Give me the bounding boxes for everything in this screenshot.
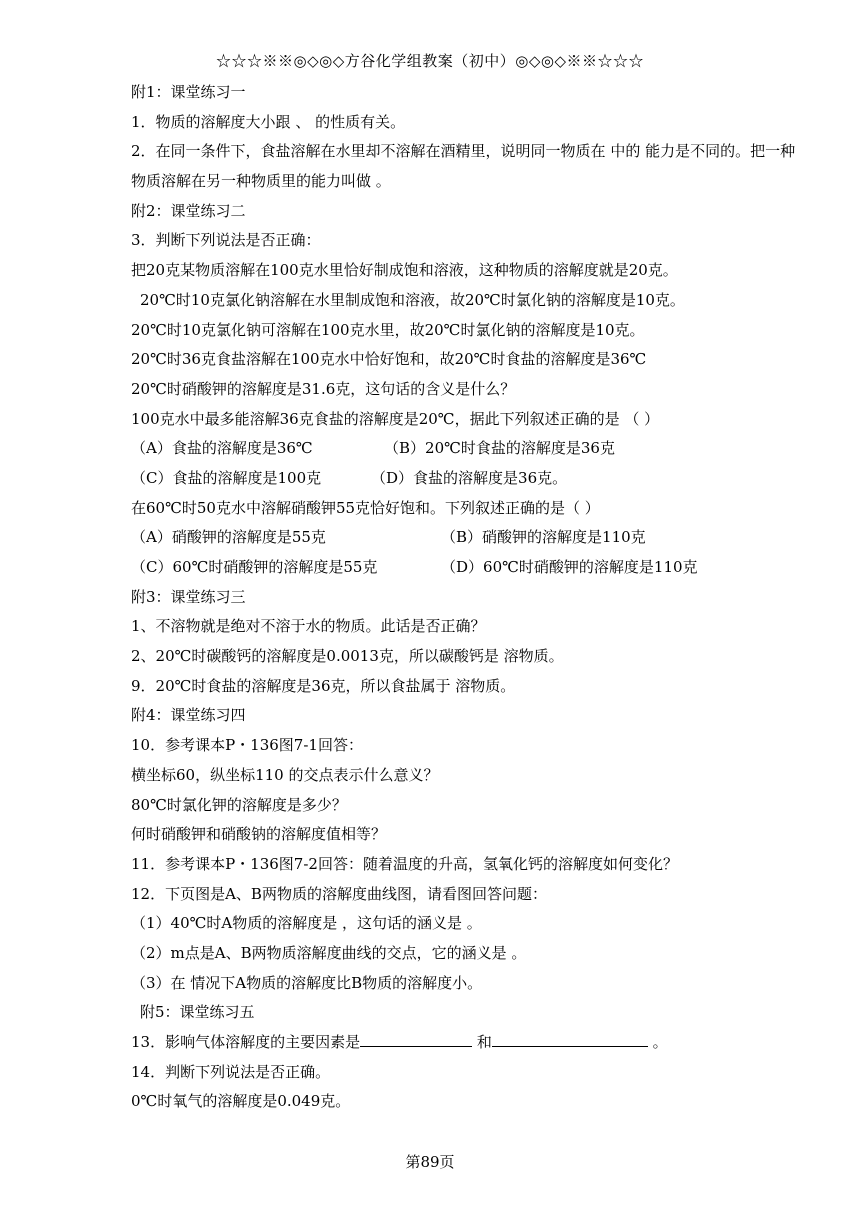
mc-question-1-options-row-1 <box>131 434 811 464</box>
question-14-statement: 0℃时氧气的溶解度是0.049克。 <box>131 1092 351 1111</box>
option-b: （B）硝酸钾的溶解度是110克 <box>441 528 646 547</box>
question-12-part-3: （3）在 情况下A物质的溶解度比B物质的溶解度小。 <box>131 973 483 992</box>
statement-1: 把20克某物质溶解在100克水里恰好制成饱和溶液，这种物质的溶解度就是20克。 <box>131 261 678 280</box>
question-12-part-2: （2）m点是A、B两物质溶解度曲线的交点，它的涵义是 。 <box>131 943 527 962</box>
statement-4: 20℃时36克食盐溶解在100克水中恰好饱和，故20℃时食盐的溶解度是36℃ <box>131 350 647 369</box>
question-9: 9．20℃时食盐的溶解度是36克，所以食盐属于 溶物质。 <box>131 676 516 695</box>
section-heading-exercise-3: 附3：课堂练习三 <box>131 587 246 606</box>
question-13 <box>131 1028 811 1058</box>
mc-question-1-options-row-2 <box>131 464 811 494</box>
option-d: （D）60℃时硝酸钾的溶解度是110克 <box>441 558 698 577</box>
section-heading-exercise-1: 附1：课堂练习一 <box>131 83 246 101</box>
option-a: （A）硝酸钾的溶解度是55克 <box>131 528 326 547</box>
statement-5: 20℃时硝酸钾的溶解度是31.6克，这句话的含义是什么？ <box>131 379 516 398</box>
option-c: （C）食盐的溶解度是100克 <box>131 468 322 487</box>
statement-2: 20℃时10克氯化钠溶解在水里制成饱和溶液，故20℃时氯化钠的溶解度是10克。 <box>140 290 685 309</box>
mc-question-1-stem: 100克水中最多能溶解36克食盐的溶解度是20℃，据此下列叙述正确的是 （ ） <box>131 409 660 428</box>
exercise-3-item-1: 1、不溶物就是绝对不溶于水的物质。此话是否正确？ <box>131 617 486 636</box>
question-12: 12．下页图是A、B两物质的溶解度曲线图，请看图回答问题： <box>131 884 547 903</box>
question-1: 1．物质的溶解度大小跟 、 的性质有关。 <box>131 112 406 131</box>
section-heading-exercise-2: 附2：课堂练习二 <box>131 201 246 220</box>
document-body <box>131 78 811 1117</box>
question-10: 10．参考课本P・136图7-1回答： <box>131 736 363 755</box>
mc-question-2-options-row-1 <box>131 523 811 553</box>
question-10-part-2: 80℃时氯化钾的溶解度是多少？ <box>131 795 347 814</box>
statement-3: 20℃时10克氯化钠可溶解在100克水里，故20℃时氯化钠的溶解度是10克。 <box>131 320 645 339</box>
question-12-part-1: （1）40℃时A物质的溶解度是 ，这句话的涵义是 。 <box>131 914 482 933</box>
option-c: （C）60℃时硝酸钾的溶解度是55克 <box>131 558 378 577</box>
question-14: 14．判断下列说法是否正确。 <box>131 1062 331 1081</box>
question-10-part-1: 横坐标60，纵坐标110 的交点表示什么意义？ <box>131 765 439 784</box>
question-11: 11．参考课本P・136图7-2回答：随着温度的升高，氢氧化钙的溶解度如何变化？ <box>131 854 678 873</box>
question-3: 3．判断下列说法是否正确： <box>131 231 321 250</box>
question-13-middle: 和 <box>472 1033 492 1052</box>
option-a: （A）食盐的溶解度是36℃ <box>131 439 313 458</box>
option-b: （B）20℃时食盐的溶解度是36克 <box>384 439 615 458</box>
question-2: 2．在同一条件下，食盐溶解在水里却不溶解在酒精里，说明同一物质在 中的 能力是不同的。把一种物质溶解在另一种物质里的能力叫做 。 <box>131 142 796 191</box>
section-heading-exercise-5: 附5：课堂练习五 <box>140 1003 255 1022</box>
section-heading-exercise-4: 附4：课堂练习四 <box>131 706 246 725</box>
answer-blank-1 <box>360 1030 472 1047</box>
mc-question-2-options-row-2 <box>131 553 811 583</box>
answer-blank-2 <box>492 1030 648 1047</box>
exercise-3-item-2: 2、20℃时碳酸钙的溶解度是0.0013克，所以碳酸钙是 溶物质。 <box>131 647 564 666</box>
question-10-part-3: 何时硝酸钾和硝酸钠的溶解度值相等？ <box>131 825 387 844</box>
page-number: 第89页 <box>405 1153 455 1171</box>
option-d: （D）食盐的溶解度是36克。 <box>371 468 568 487</box>
mc-question-2-stem: 在60℃时50克水中溶解硝酸钾55克恰好饱和。下列叙述正确的是（ ） <box>131 498 600 517</box>
page-header: ☆☆☆※※◎◇◎◇方谷化学组教案（初中）◎◇◎◇※※☆☆☆ <box>216 52 644 70</box>
question-13-prefix: 13．影响气体溶解度的主要因素是 <box>131 1033 361 1052</box>
question-13-suffix: 。 <box>647 1033 668 1052</box>
